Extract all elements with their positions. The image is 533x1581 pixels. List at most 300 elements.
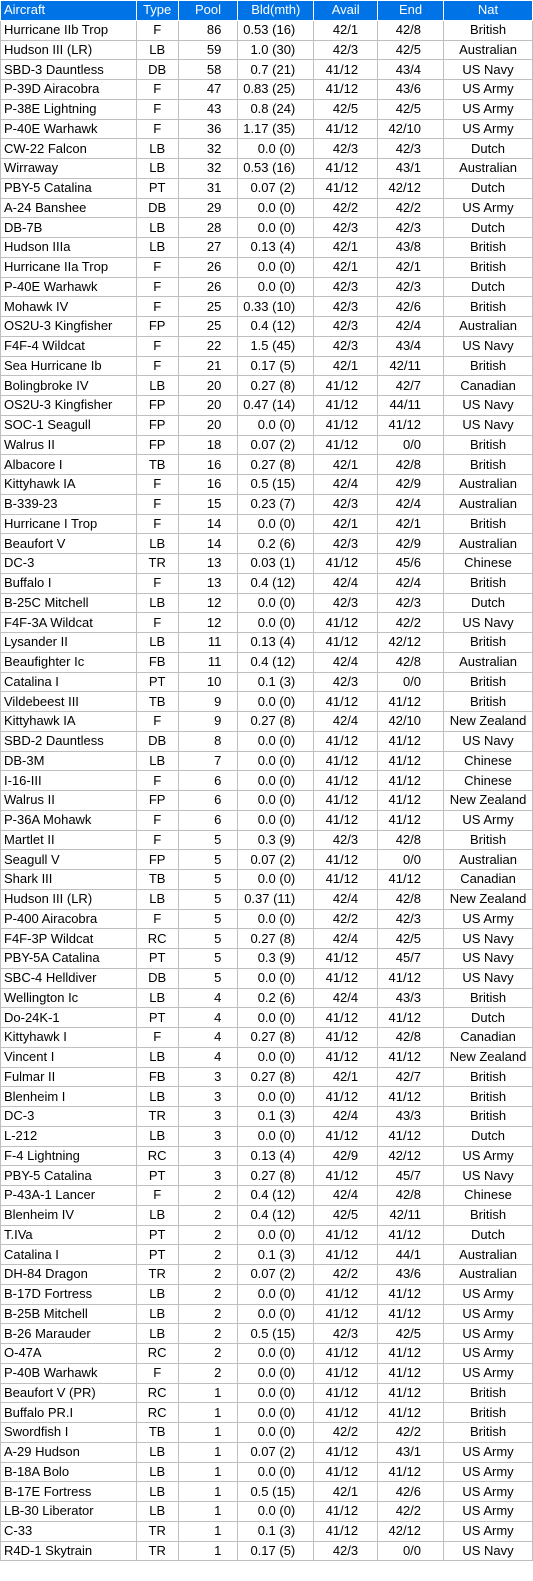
cell-nat[interactable]: British [444,20,533,40]
cell-end[interactable]: 42/4 [378,573,444,593]
cell-pool[interactable]: 2 [178,1225,238,1245]
cell-avail[interactable]: 42/3 [314,336,378,356]
cell-nat[interactable]: US Army [444,1344,533,1364]
cell-avail[interactable]: 41/12 [314,1047,378,1067]
cell-avail[interactable]: 41/12 [314,1344,378,1364]
cell-nat[interactable]: British [444,257,533,277]
cell-end[interactable]: 41/12 [378,1383,444,1403]
cell-type[interactable]: DB [136,731,178,751]
cell-type[interactable]: TR [136,1541,178,1561]
cell-end[interactable]: 0/0 [378,435,444,455]
cell-avail[interactable]: 41/12 [314,1087,378,1107]
cell-aircraft[interactable]: L-212 [1,1126,137,1146]
table-row[interactable] [1,1442,533,1462]
cell-type[interactable]: PT [136,1245,178,1265]
cell-nat[interactable]: US Army [444,1284,533,1304]
cell-nat[interactable]: British [444,988,533,1008]
cell-avail[interactable]: 41/12 [314,1462,378,1482]
cell-nat[interactable]: British [444,573,533,593]
cell-type[interactable]: RC [136,1383,178,1403]
cell-nat[interactable]: US Army [444,1482,533,1502]
cell-nat[interactable]: Australian [444,1265,533,1285]
cell-pool[interactable]: 16 [178,455,238,475]
cell-nat[interactable]: US Navy [444,613,533,633]
cell-bld[interactable]: 0.4 (12) [238,1205,314,1225]
cell-end[interactable]: 42/2 [378,1423,444,1443]
cell-aircraft[interactable]: B-18A Bolo [1,1462,137,1482]
cell-nat[interactable]: US Army [444,810,533,830]
cell-avail[interactable]: 41/12 [314,692,378,712]
cell-nat[interactable]: Australian [444,317,533,337]
cell-avail[interactable]: 42/3 [314,494,378,514]
cell-aircraft[interactable]: Shark III [1,870,137,890]
cell-pool[interactable]: 5 [178,889,238,909]
cell-avail[interactable]: 41/12 [314,435,378,455]
table-row[interactable] [1,1541,533,1561]
cell-bld[interactable]: 0.4 (12) [238,573,314,593]
cell-end[interactable]: 42/2 [378,613,444,633]
cell-bld[interactable]: 0.0 (0) [238,751,314,771]
cell-pool[interactable]: 12 [178,613,238,633]
cell-end[interactable]: 43/1 [378,1442,444,1462]
cell-avail[interactable]: 42/3 [314,534,378,554]
cell-aircraft[interactable]: B-17E Fortress [1,1482,137,1502]
table-row[interactable] [1,159,533,179]
cell-avail[interactable]: 41/12 [314,1304,378,1324]
cell-avail[interactable]: 42/4 [314,475,378,495]
cell-avail[interactable]: 41/12 [314,633,378,653]
cell-pool[interactable]: 14 [178,514,238,534]
cell-aircraft[interactable]: Buffalo I [1,573,137,593]
cell-avail[interactable]: 41/12 [314,60,378,80]
cell-pool[interactable]: 3 [178,1126,238,1146]
cell-type[interactable]: LB [136,534,178,554]
cell-aircraft[interactable]: DC-3 [1,554,137,574]
cell-pool[interactable]: 2 [178,1186,238,1206]
cell-bld[interactable]: 0.27 (8) [238,1067,314,1087]
table-row[interactable] [1,356,533,376]
cell-bld[interactable]: 0.1 (3) [238,1107,314,1127]
cell-pool[interactable]: 59 [178,40,238,60]
cell-aircraft[interactable]: CW-22 Falcon [1,139,137,159]
table-row[interactable] [1,712,533,732]
cell-aircraft[interactable]: R4D-1 Skytrain [1,1541,137,1561]
cell-pool[interactable]: 5 [178,949,238,969]
cell-pool[interactable]: 1 [178,1462,238,1482]
cell-type[interactable]: LB [136,751,178,771]
cell-avail[interactable]: 42/1 [314,1482,378,1502]
cell-aircraft[interactable]: Bolingbroke IV [1,376,137,396]
table-row[interactable] [1,593,533,613]
table-row[interactable] [1,751,533,771]
cell-pool[interactable]: 10 [178,672,238,692]
cell-pool[interactable]: 5 [178,968,238,988]
cell-avail[interactable]: 41/12 [314,1383,378,1403]
cell-nat[interactable]: US Navy [444,396,533,416]
cell-type[interactable]: LB [136,218,178,238]
cell-nat[interactable]: US Navy [444,60,533,80]
cell-end[interactable]: 41/12 [378,1462,444,1482]
cell-pool[interactable]: 2 [178,1265,238,1285]
cell-aircraft[interactable]: Sea Hurricane Ib [1,356,137,376]
cell-type[interactable]: LB [136,988,178,1008]
cell-bld[interactable]: 0.0 (0) [238,593,314,613]
cell-bld[interactable]: 0.0 (0) [238,1462,314,1482]
cell-type[interactable]: F [136,297,178,317]
cell-avail[interactable]: 42/3 [314,1541,378,1561]
table-row[interactable] [1,1265,533,1285]
cell-bld[interactable]: 0.2 (6) [238,988,314,1008]
col-header-bld[interactable]: Bld(mth) [238,1,314,21]
table-row[interactable] [1,652,533,672]
cell-bld[interactable]: 0.0 (0) [238,1403,314,1423]
cell-bld[interactable]: 0.2 (6) [238,534,314,554]
cell-avail[interactable]: 41/12 [314,1166,378,1186]
cell-end[interactable]: 0/0 [378,1541,444,1561]
cell-nat[interactable]: Australian [444,494,533,514]
cell-pool[interactable]: 32 [178,139,238,159]
cell-aircraft[interactable]: B-17D Fortress [1,1284,137,1304]
cell-aircraft[interactable]: T.IVa [1,1225,137,1245]
table-row[interactable] [1,1383,533,1403]
cell-pool[interactable]: 86 [178,20,238,40]
cell-pool[interactable]: 21 [178,356,238,376]
cell-avail[interactable]: 42/4 [314,889,378,909]
cell-bld[interactable]: 0.0 (0) [238,1363,314,1383]
cell-nat[interactable]: British [444,692,533,712]
cell-end[interactable]: 43/4 [378,60,444,80]
table-row[interactable] [1,1304,533,1324]
cell-end[interactable]: 41/12 [378,1304,444,1324]
table-row[interactable] [1,771,533,791]
table-row[interactable] [1,830,533,850]
cell-bld[interactable]: 0.3 (9) [238,949,314,969]
cell-aircraft[interactable]: SBD-3 Dauntless [1,60,137,80]
cell-avail[interactable]: 41/12 [314,810,378,830]
cell-type[interactable]: F [136,99,178,119]
cell-avail[interactable]: 42/3 [314,40,378,60]
table-row[interactable] [1,672,533,692]
cell-avail[interactable]: 41/12 [314,1502,378,1522]
cell-bld[interactable]: 0.07 (2) [238,178,314,198]
cell-avail[interactable]: 42/1 [314,455,378,475]
cell-bld[interactable]: 0.0 (0) [238,1008,314,1028]
cell-nat[interactable]: Dutch [444,277,533,297]
cell-avail[interactable]: 42/4 [314,988,378,1008]
cell-end[interactable]: 41/12 [378,1008,444,1028]
cell-avail[interactable]: 41/12 [314,850,378,870]
cell-nat[interactable]: British [444,672,533,692]
cell-avail[interactable]: 42/4 [314,929,378,949]
cell-pool[interactable]: 5 [178,850,238,870]
cell-aircraft[interactable]: P-40B Warhawk [1,1363,137,1383]
cell-nat[interactable]: US Navy [444,929,533,949]
table-row[interactable] [1,475,533,495]
cell-type[interactable]: F [136,1363,178,1383]
cell-type[interactable]: FP [136,396,178,416]
cell-aircraft[interactable]: Martlet II [1,830,137,850]
cell-type[interactable]: F [136,1028,178,1048]
cell-pool[interactable]: 25 [178,297,238,317]
cell-aircraft[interactable]: Walrus II [1,435,137,455]
table-row[interactable] [1,1186,533,1206]
cell-avail[interactable]: 41/12 [314,178,378,198]
cell-pool[interactable]: 4 [178,1047,238,1067]
cell-type[interactable]: F [136,356,178,376]
cell-avail[interactable]: 42/1 [314,356,378,376]
cell-type[interactable]: PT [136,178,178,198]
cell-avail[interactable]: 41/12 [314,791,378,811]
cell-pool[interactable]: 6 [178,771,238,791]
cell-bld[interactable]: 0.07 (2) [238,435,314,455]
cell-pool[interactable]: 12 [178,593,238,613]
cell-bld[interactable]: 0.8 (24) [238,99,314,119]
cell-bld[interactable]: 0.27 (8) [238,455,314,475]
table-row[interactable] [1,1344,533,1364]
table-row[interactable] [1,396,533,416]
cell-bld[interactable]: 0.0 (0) [238,415,314,435]
cell-type[interactable]: LB [136,159,178,179]
cell-type[interactable]: F [136,909,178,929]
cell-aircraft[interactable]: P-40E Warhawk [1,277,137,297]
cell-nat[interactable]: US Army [444,198,533,218]
cell-pool[interactable]: 8 [178,731,238,751]
cell-avail[interactable]: 41/12 [314,949,378,969]
cell-end[interactable]: 45/6 [378,554,444,574]
cell-aircraft[interactable]: LB-30 Liberator [1,1502,137,1522]
cell-nat[interactable]: Australian [444,40,533,60]
cell-bld[interactable]: 0.4 (12) [238,317,314,337]
cell-type[interactable]: F [136,277,178,297]
cell-nat[interactable]: Dutch [444,139,533,159]
cell-avail[interactable]: 41/12 [314,415,378,435]
cell-type[interactable]: FB [136,1067,178,1087]
cell-nat[interactable]: Canadian [444,870,533,890]
cell-bld[interactable]: 0.0 (0) [238,139,314,159]
cell-aircraft[interactable]: PBY-5 Catalina [1,1166,137,1186]
cell-bld[interactable]: 0.27 (8) [238,376,314,396]
cell-pool[interactable]: 25 [178,317,238,337]
cell-type[interactable]: F [136,810,178,830]
cell-pool[interactable]: 4 [178,988,238,1008]
cell-aircraft[interactable]: Swordfish I [1,1423,137,1443]
cell-type[interactable]: F [136,119,178,139]
cell-aircraft[interactable]: B-25C Mitchell [1,593,137,613]
table-row[interactable] [1,949,533,969]
table-row[interactable] [1,40,533,60]
cell-bld[interactable]: 0.7 (21) [238,60,314,80]
cell-nat[interactable]: Canadian [444,376,533,396]
cell-nat[interactable]: New Zealand [444,889,533,909]
cell-nat[interactable]: British [444,633,533,653]
cell-avail[interactable]: 41/12 [314,1403,378,1423]
table-row[interactable] [1,929,533,949]
cell-end[interactable]: 43/6 [378,80,444,100]
cell-bld[interactable]: 0.0 (0) [238,731,314,751]
cell-type[interactable]: F [136,494,178,514]
cell-nat[interactable]: US Navy [444,415,533,435]
cell-aircraft[interactable]: Beaufighter Ic [1,652,137,672]
col-header-end[interactable]: End [378,1,444,21]
cell-bld[interactable]: 0.27 (8) [238,1028,314,1048]
cell-end[interactable]: 44/11 [378,396,444,416]
cell-aircraft[interactable]: Hudson IIIa [1,238,137,258]
cell-nat[interactable]: US Army [444,1146,533,1166]
cell-end[interactable]: 41/12 [378,870,444,890]
cell-end[interactable]: 42/3 [378,277,444,297]
cell-avail[interactable]: 42/3 [314,218,378,238]
cell-avail[interactable]: 41/12 [314,396,378,416]
cell-pool[interactable]: 1 [178,1521,238,1541]
cell-avail[interactable]: 42/3 [314,672,378,692]
cell-avail[interactable]: 42/4 [314,573,378,593]
cell-type[interactable]: PT [136,1225,178,1245]
table-row[interactable] [1,178,533,198]
cell-nat[interactable]: US Army [444,1521,533,1541]
cell-pool[interactable]: 3 [178,1067,238,1087]
cell-type[interactable]: PT [136,949,178,969]
cell-pool[interactable]: 4 [178,1008,238,1028]
cell-bld[interactable]: 0.13 (4) [238,1146,314,1166]
table-row[interactable] [1,494,533,514]
cell-end[interactable]: 41/12 [378,1225,444,1245]
cell-avail[interactable]: 42/3 [314,297,378,317]
cell-end[interactable]: 41/12 [378,968,444,988]
cell-pool[interactable]: 1 [178,1423,238,1443]
cell-nat[interactable]: New Zealand [444,712,533,732]
cell-bld[interactable]: 0.17 (5) [238,356,314,376]
cell-avail[interactable]: 41/12 [314,968,378,988]
cell-end[interactable]: 42/6 [378,1482,444,1502]
table-row[interactable] [1,238,533,258]
table-row[interactable] [1,633,533,653]
table-row[interactable] [1,791,533,811]
cell-avail[interactable]: 41/12 [314,1245,378,1265]
table-row[interactable] [1,810,533,830]
cell-bld[interactable]: 0.0 (0) [238,218,314,238]
cell-bld[interactable]: 0.5 (15) [238,1324,314,1344]
table-row[interactable] [1,968,533,988]
cell-type[interactable]: RC [136,929,178,949]
cell-aircraft[interactable]: DC-3 [1,1107,137,1127]
cell-aircraft[interactable]: P-38E Lightning [1,99,137,119]
cell-aircraft[interactable]: DB-7B [1,218,137,238]
cell-aircraft[interactable]: Catalina I [1,1245,137,1265]
cell-bld[interactable]: 0.0 (0) [238,1423,314,1443]
cell-nat[interactable]: Dutch [444,178,533,198]
col-header-type[interactable]: Type [136,1,178,21]
cell-avail[interactable]: 42/1 [314,238,378,258]
cell-avail[interactable]: 41/12 [314,751,378,771]
cell-aircraft[interactable]: Wellington Ic [1,988,137,1008]
cell-aircraft[interactable]: Beaufort V (PR) [1,1383,137,1403]
cell-bld[interactable]: 0.0 (0) [238,870,314,890]
cell-nat[interactable]: Chinese [444,1186,533,1206]
table-row[interactable] [1,1403,533,1423]
cell-bld[interactable]: 0.47 (14) [238,396,314,416]
cell-end[interactable]: 43/6 [378,1265,444,1285]
cell-type[interactable]: F [136,613,178,633]
cell-avail[interactable]: 42/1 [314,1067,378,1087]
table-row[interactable] [1,455,533,475]
cell-type[interactable]: LB [136,1126,178,1146]
cell-pool[interactable]: 5 [178,870,238,890]
cell-nat[interactable]: US Army [444,1324,533,1344]
cell-type[interactable]: LB [136,376,178,396]
col-header-nat[interactable]: Nat [444,1,533,21]
cell-bld[interactable]: 0.17 (5) [238,1541,314,1561]
cell-type[interactable]: F [136,771,178,791]
table-row[interactable] [1,139,533,159]
cell-avail[interactable]: 42/2 [314,198,378,218]
cell-aircraft[interactable]: Hurricane I Trop [1,514,137,534]
cell-type[interactable]: LB [136,1462,178,1482]
cell-aircraft[interactable]: Beaufort V [1,534,137,554]
cell-bld[interactable]: 0.0 (0) [238,1126,314,1146]
cell-bld[interactable]: 0.5 (15) [238,475,314,495]
cell-aircraft[interactable]: P-39D Airacobra [1,80,137,100]
cell-end[interactable]: 0/0 [378,850,444,870]
cell-aircraft[interactable]: P-43A-1 Lancer [1,1186,137,1206]
cell-end[interactable]: 41/12 [378,1047,444,1067]
table-row[interactable] [1,1284,533,1304]
cell-pool[interactable]: 2 [178,1324,238,1344]
cell-end[interactable]: 42/1 [378,514,444,534]
cell-bld[interactable]: 0.0 (0) [238,1284,314,1304]
cell-aircraft[interactable]: Do-24K-1 [1,1008,137,1028]
cell-end[interactable]: 42/5 [378,40,444,60]
cell-end[interactable]: 41/12 [378,1126,444,1146]
cell-nat[interactable]: British [444,514,533,534]
cell-aircraft[interactable]: F4F-4 Wildcat [1,336,137,356]
cell-nat[interactable]: New Zealand [444,791,533,811]
cell-bld[interactable]: 0.07 (2) [238,1265,314,1285]
cell-type[interactable]: TB [136,870,178,890]
cell-avail[interactable]: 42/3 [314,317,378,337]
col-header-avail[interactable]: Avail [314,1,378,21]
cell-nat[interactable]: US Army [444,119,533,139]
table-row[interactable] [1,119,533,139]
cell-aircraft[interactable]: I-16-III [1,771,137,791]
cell-end[interactable]: 42/2 [378,198,444,218]
cell-avail[interactable]: 42/1 [314,20,378,40]
table-row[interactable] [1,277,533,297]
cell-pool[interactable]: 5 [178,830,238,850]
cell-bld[interactable]: 0.0 (0) [238,1502,314,1522]
cell-pool[interactable]: 1 [178,1502,238,1522]
cell-bld[interactable]: 0.0 (0) [238,198,314,218]
cell-nat[interactable]: Chinese [444,771,533,791]
cell-end[interactable]: 42/8 [378,830,444,850]
cell-bld[interactable]: 0.0 (0) [238,771,314,791]
cell-aircraft[interactable]: B-25B Mitchell [1,1304,137,1324]
cell-pool[interactable]: 2 [178,1245,238,1265]
cell-type[interactable]: LB [136,1482,178,1502]
cell-nat[interactable]: Chinese [444,751,533,771]
cell-pool[interactable]: 26 [178,257,238,277]
cell-pool[interactable]: 29 [178,198,238,218]
cell-aircraft[interactable]: P-40E Warhawk [1,119,137,139]
cell-pool[interactable]: 13 [178,554,238,574]
cell-bld[interactable]: 0.1 (3) [238,672,314,692]
col-header-aircraft[interactable]: Aircraft [1,1,137,21]
cell-nat[interactable]: British [444,435,533,455]
cell-pool[interactable]: 9 [178,692,238,712]
cell-nat[interactable]: US Navy [444,1166,533,1186]
cell-pool[interactable]: 3 [178,1107,238,1127]
table-row[interactable] [1,20,533,40]
cell-nat[interactable]: US Army [444,1304,533,1324]
